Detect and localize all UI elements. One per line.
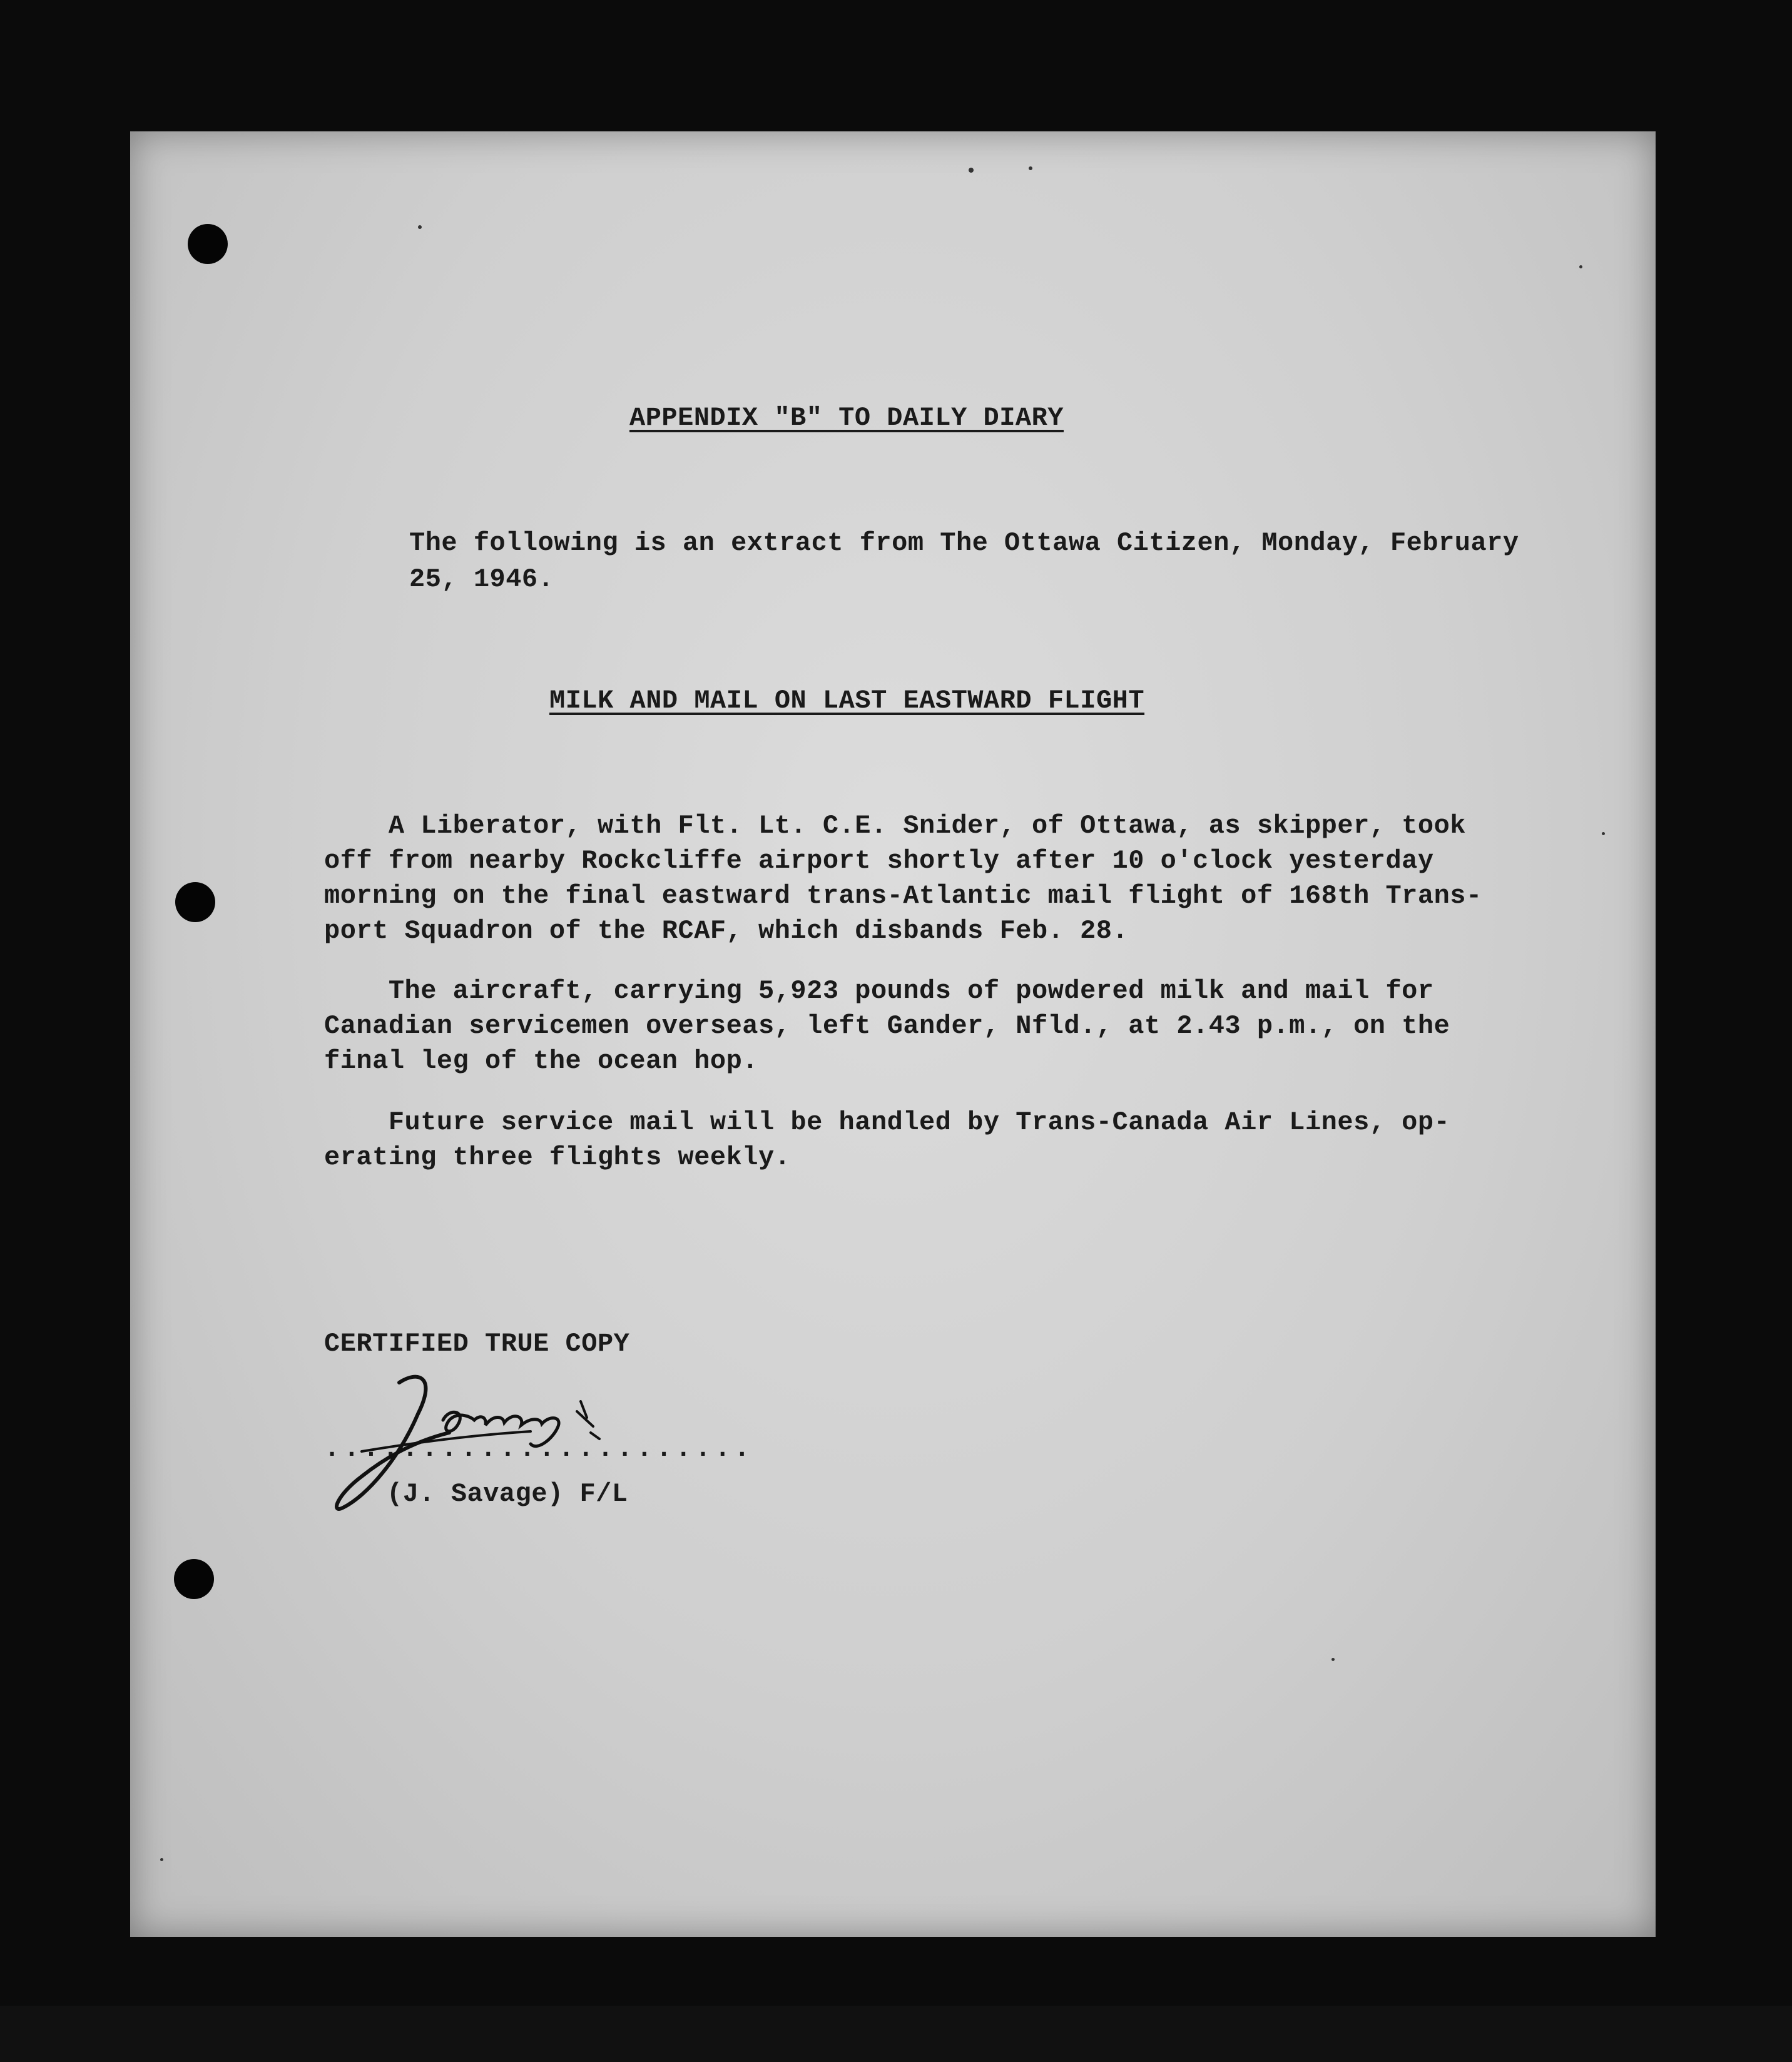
speck (1602, 832, 1605, 835)
punch-hole-top (188, 224, 228, 264)
document-page (130, 131, 1656, 1937)
paragraph-3-line-1: Future service mail will be handled by Trans-Canada Air Lines, op- (324, 1107, 1450, 1137)
paragraph-1-line-1: A Liberator, with Flt. Lt. C.E. Snider, of Ottawa, as skipper, took (324, 811, 1466, 841)
speck (969, 168, 974, 173)
punch-hole-middle (175, 882, 215, 922)
certification-label: CERTIFIED TRUE COPY (324, 1329, 630, 1359)
paragraph-2-line-3: final leg of the ocean hop. (324, 1046, 759, 1076)
speck (418, 225, 422, 229)
speck (160, 1858, 163, 1861)
film-edge (0, 2006, 1792, 2062)
handwritten-signature (324, 1358, 649, 1520)
paragraph-3-line-2: erating three flights weekly. (324, 1142, 791, 1172)
intro-line-1: The following is an extract from The Ottawa Citizen, Monday, February (409, 528, 1519, 558)
punch-hole-bottom (174, 1559, 214, 1599)
paragraph-1-line-3: morning on the final eastward trans-Atlantic mail flight of 168th Trans- (324, 881, 1482, 911)
signature-line: ...................... (324, 1434, 754, 1464)
speck (1331, 1658, 1335, 1661)
speck (1579, 265, 1582, 268)
paragraph-1-line-4: port Squadron of the RCAF, which disbands Feb. 28. (324, 916, 1129, 946)
appendix-heading: APPENDIX "B" TO DAILY DIARY (629, 403, 1064, 433)
signatory-name: (J. Savage) F/L (387, 1479, 628, 1509)
paragraph-1-line-2: off from nearby Rockcliffe airport shortly after 10 o'clock yesterday (324, 846, 1434, 876)
article-heading: MILK AND MAIL ON LAST EASTWARD FLIGHT (549, 686, 1145, 716)
paragraph-2-line-1: The aircraft, carrying 5,923 pounds of powdered milk and mail for (324, 976, 1434, 1006)
speck (1029, 166, 1032, 170)
intro-line-2: 25, 1946. (409, 564, 554, 594)
paragraph-2-line-2: Canadian servicemen overseas, left Gander, Nfld., at 2.43 p.m., on the (324, 1011, 1450, 1041)
